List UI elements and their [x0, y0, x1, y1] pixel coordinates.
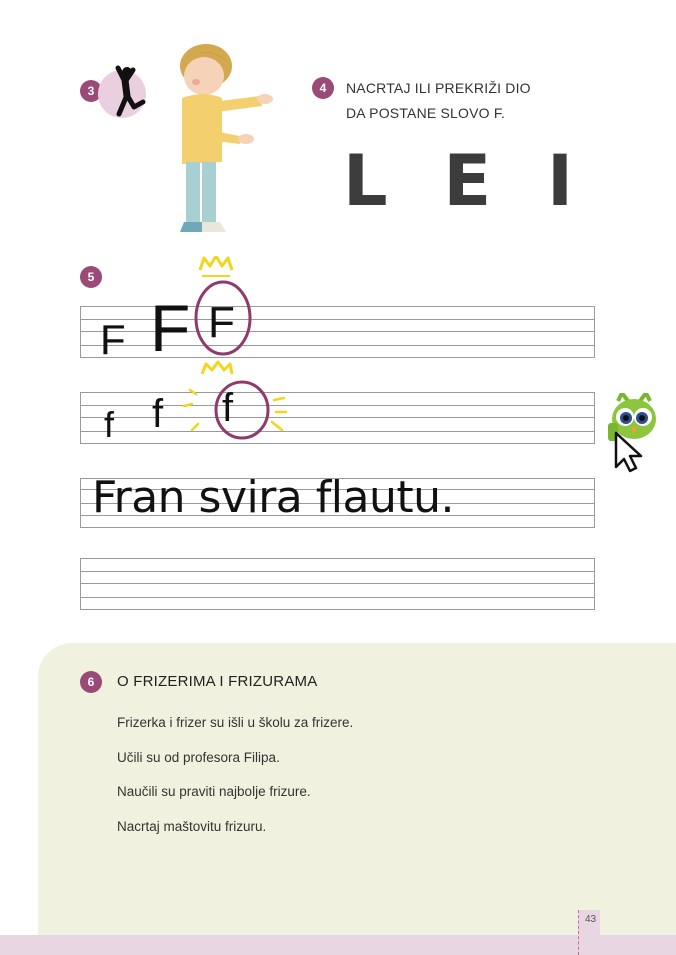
crown-icon [202, 362, 232, 374]
page-footer-band [0, 935, 676, 955]
story-line-3: Naučili su praviti najbolje frizure. [117, 784, 311, 799]
letter-i[interactable]: I [546, 140, 573, 222]
task-4-number: 4 [312, 77, 334, 99]
writing-lines-row-4[interactable] [80, 558, 595, 610]
letter-e[interactable]: E [443, 140, 492, 222]
lowercase-f-correct: f [222, 386, 234, 430]
page-number: 43 [585, 914, 597, 925]
sparkle-rays [184, 390, 286, 430]
story-line-1: Frizerka i frizer su išli u školu za frizere. [117, 715, 354, 730]
crown-icon [200, 256, 232, 270]
circle-mark [216, 382, 268, 438]
circle-mark [196, 282, 250, 354]
jumping-person-icon [100, 62, 150, 120]
task-4-instruction [346, 76, 531, 126]
lowercase-f-small: f [104, 404, 115, 445]
uppercase-f-large: F [150, 291, 191, 365]
letter-l[interactable]: L [343, 140, 388, 222]
uppercase-f-small: F [100, 316, 126, 363]
task-6-number: 6 [80, 671, 102, 693]
task-3-number: 3 [80, 80, 102, 102]
story-line-2: Učili su od profesora Filipa. [117, 750, 280, 765]
instruction-line-1: NACRTAJ ILI PREKRIŽI DIO [346, 80, 531, 96]
model-sentence: Fran svira flautu. [92, 472, 454, 523]
owl-cursor-icon [604, 393, 664, 473]
instruction-line-2: DA POSTANE SLOVO F. [346, 105, 506, 121]
story-line-4: Nacrtaj maštovitu frizuru. [117, 819, 267, 834]
boy-illustration [168, 40, 280, 240]
letters-to-modify [343, 140, 573, 222]
lowercase-f-medium: f [152, 392, 164, 436]
story-title: O FRIZERIMA I FRIZURAMA [117, 673, 318, 690]
correct-answer-marking-2 [180, 360, 290, 444]
correct-answer-marking-1 [190, 256, 256, 356]
uppercase-f-correct: F [208, 298, 235, 347]
task-5-number: 5 [80, 266, 102, 288]
